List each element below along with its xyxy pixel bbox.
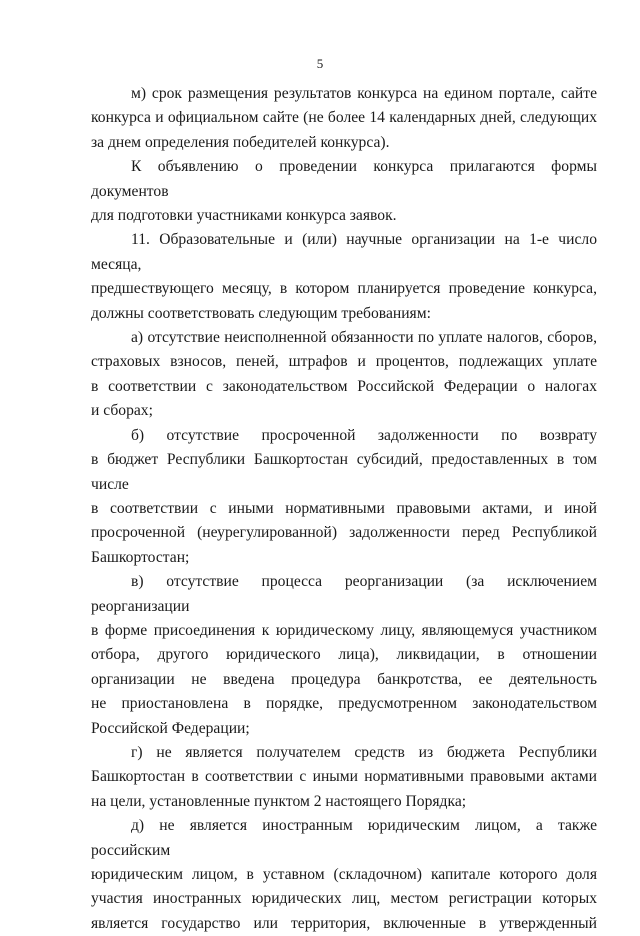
text-line: страховых взносов, пеней, штрафов и процентов, подлежащих уплате: [91, 353, 597, 371]
text-line: просроченной (неурегулированной) задолженности перед Республикой: [91, 524, 597, 542]
text-line: 11. Образовательные и (или) научные организации на 1-е число месяца,: [91, 231, 597, 273]
paragraph-forms: [91, 155, 597, 228]
paragraph-v: [91, 570, 597, 741]
text-line: Российской Федерации;: [91, 719, 250, 737]
text-line: в) отсутствие процесса реорганизации (за исключением реорганизации: [91, 573, 597, 615]
text-line: является государство или территория, включенные в утвержденный: [91, 914, 597, 932]
text-line: м) срок размещения результатов конкурса на едином портале, сайте: [131, 85, 597, 102]
text-line: К объявлению о проведении конкурса прилагаются формы документов: [91, 158, 597, 200]
paragraph-m: [91, 82, 597, 155]
text-line: конкурса и официальном сайте (не более 14 календарных дней, следующих: [91, 109, 597, 127]
text-line: на цели, установленные пунктом 2 настоящего Порядка;: [91, 792, 467, 810]
page-number: 5: [316, 56, 324, 71]
paragraph-g: [91, 741, 597, 814]
paragraph-a: [91, 326, 597, 424]
text-line: и сборах;: [91, 402, 153, 420]
document-body: [91, 82, 597, 936]
text-line: участия иностранных юридических лиц, местом регистрации которых: [91, 890, 597, 908]
text-line: г) не является получателем средств из бюджета Республики: [131, 743, 597, 761]
text-line: в бюджет Республики Башкортостан субсидий, предоставленных в том числе: [91, 451, 597, 493]
text-line: в форме присоединения к юридическому лицу, являющемуся участником: [91, 621, 597, 639]
text-line: в соответствии с законодательством Российской Федерации о налогах: [91, 377, 597, 395]
text-line: за днем определения победителей конкурса).: [91, 133, 390, 151]
text-line: Башкортостан в соответствии с иными нормативными правовыми актами: [91, 768, 597, 786]
text-line: для подготовки участниками конкурса заявок.: [91, 207, 397, 225]
text-line: юридическим лицом, в уставном (складочном) капитале которого доля: [91, 866, 597, 883]
text-line: организации не введена процедура банкротства, ее деятельность: [91, 670, 597, 688]
text-line: в соответствии с иными нормативными правовыми актами, и иной: [91, 499, 597, 517]
text-line: должны соответствовать следующим требованиям:: [91, 304, 431, 322]
text-line: не приостановлена в порядке, предусмотренном законодательством: [91, 695, 597, 713]
paragraph-11: [91, 228, 597, 326]
text-line: предшествующего месяцу, в котором планируется проведение конкурса,: [91, 280, 597, 298]
text-line: Башкортостан;: [91, 548, 190, 566]
paragraph-d: [91, 814, 597, 936]
text-line: б) отсутствие просроченной задолженности по возврату: [131, 426, 597, 444]
text-line: а) отсутствие неисполненной обязанности по уплате налогов, сборов,: [131, 329, 597, 347]
paragraph-b: [91, 424, 597, 570]
text-line: д) не является иностранным юридическим лицом, а также российским: [91, 817, 597, 859]
text-line: отбора, другого юридического лица), ликвидации, в отношении: [91, 646, 597, 664]
